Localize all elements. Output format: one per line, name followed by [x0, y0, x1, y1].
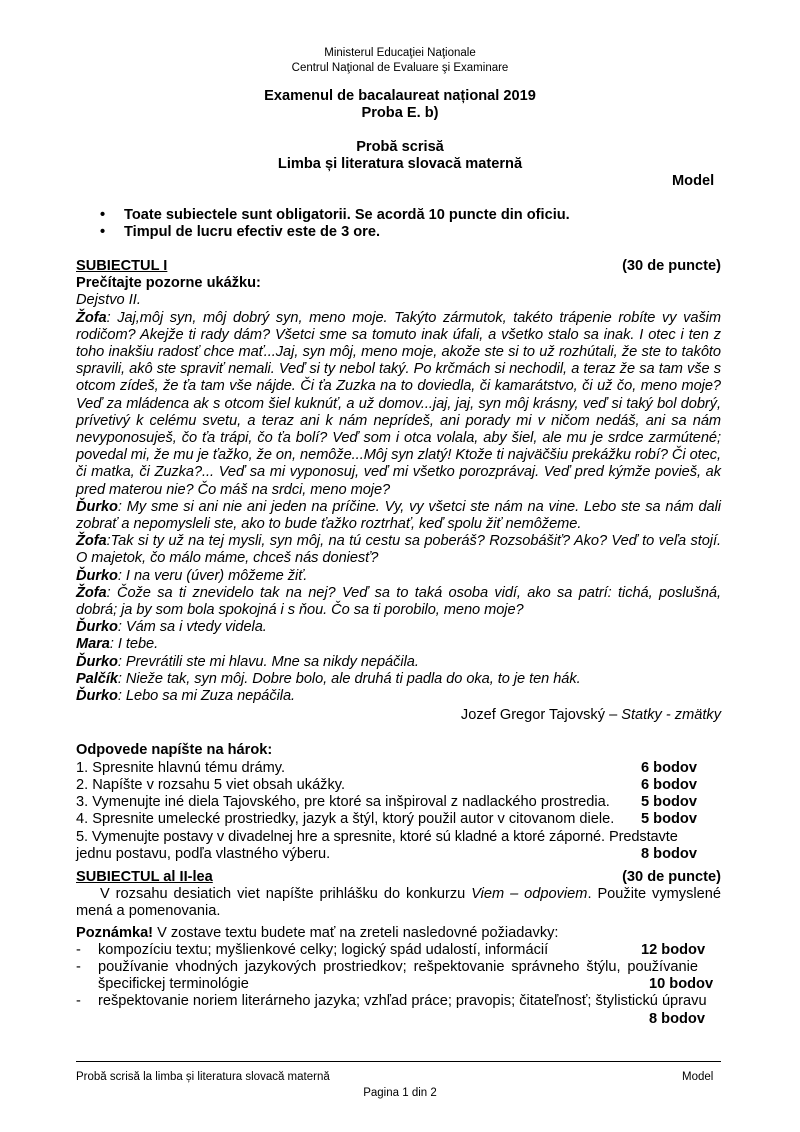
speaker-name: Ďurko [76, 653, 118, 670]
subject-2-points: (30 de puncte) [622, 869, 721, 885]
note-label: Poznámka! [76, 924, 154, 941]
dialogue-line [76, 688, 721, 705]
speaker-name: Palčík [76, 670, 118, 687]
rule-item: • Timpul de lucru efectiv este de 3 ore. [100, 224, 381, 241]
speaker-name: Žofa [76, 584, 107, 601]
subject-2-intro: V rozsahu desiatich viet napíšte prihlášku do konkurzu Viem – odpoviem. Použite vymyslené mená a pomenovania. [76, 886, 721, 920]
written-test: Probă scrisă [356, 139, 444, 155]
subject-2 [76, 869, 721, 1028]
reading-instruction: Prečítajte pozorne ukážku: [76, 275, 261, 292]
dialogue-line [76, 654, 721, 671]
drama-excerpt [76, 310, 721, 706]
task-item: 1. Spresnite hlavnú tému drámy. 6 bodov [76, 759, 697, 776]
dialogue-text: :Tak si ty už na tej mysli, syn môj, na tú cestu sa poberáš? Rozsobášiť? Ako? Veď to veľa stojí. O majetok, čo málo máme, chceš nás doniesť? [76, 533, 721, 567]
page-number: Pagina 1 din 2 [363, 1087, 437, 1099]
source-citation [76, 707, 721, 724]
bullet-icon: • [100, 224, 106, 241]
speaker-name: Mara [76, 636, 110, 653]
dialogue-line [76, 533, 721, 567]
dialogue-line [76, 499, 721, 533]
subject-1-header [76, 258, 721, 275]
criterion-item: - používanie vhodných jazykových prostriedkov; rešpektovanie správneho štýlu, používanie špecifickej terminológie 10 bodov [76, 959, 714, 993]
exam-proba: Proba E. b) [361, 105, 439, 121]
dialogue-text: : Čože sa ti znevidelo tak na nej? Veď sa to taká osoba vidí, ako sa patrí: tichá, poslušná, dobrá; ja by som bola spokojná i s ňou. Čo sa ti porobilo, meno moje? [76, 584, 721, 619]
subject-2-header [76, 869, 721, 886]
criterion-points: 8 bodov [649, 1010, 705, 1027]
author-name: Jozef Gregor Tajovský – [460, 707, 622, 724]
task-item: 4. Spresnite umelecké prostriedky, jazyk a štýl, ktorý použil autor v citovanom diele. 5 bodov [76, 811, 697, 828]
act-label: Dejstvo II. [76, 292, 141, 309]
answers-title: Odpovede napíšte na hárok: [76, 742, 273, 759]
criterion-item: - rešpektovanie noriem literárneho jazyka; vzhľad práce; pravopis; čitateľnosť; štylistickú úpravu [76, 993, 707, 1010]
footer-right: Model [682, 1071, 714, 1083]
dialogue-text: : Jaj,môj syn, môj dobrý syn, meno moje. Takýto zármutok, takéto trápenie robíte vy vašim rodičom? Akejže ti rady dám? Všetci sme sa tomuto inak úfali, a všetko stalo sa inak. I otec i ten z toho inakšiu radosť chce mať...Jaj, syn môj, meno moje, akože ste si to už rozhútali, že ste to takôto spravili, akô ste spraviť nemali. Veď si ty nebol taký. Po krčmách si nechodil, a teraz že sa tam vše s otcom zídeš, že ťa tam vše nájde. Či ťa Zuzka na to doviedla, či kamarátstvo, či už čo, meno moje? Veď za mládenca ak s otcom šiel kuknúť, a už domov...jaj, jaj, syn môj krásny, veď si taký bol dobrý, prívetivý k celému svetu, a teraz ani k nám neprídeš, ani porady mi v ničom nedáš, ani sa nám nevyponosuješ, čo ťa trápi, čo ťa bolí? Veď som i otca volala, aby šiel, ale mu je srdce zarmútené; povedal mi, že mu je ťažko, že on, nemôže...Môj syn zlatý! Ktože ti najväčšiu prekážku robí? Či otec, či matka, či Zuzka?... Veď sa mi vyponosuj, veď mi všetko porozprávaj. Veď pred kýmže povieš, ak pred materou nie? Čo máš na srdci, meno moje? [76, 309, 721, 498]
dialogue-text: : Nieže tak, syn môj. Dobre bolo, ale druhá ti padla do oka, to je ten hák. [117, 670, 581, 687]
task-item: 2. Napíšte v rozsahu 5 viet obsah ukážky. 6 bodov [76, 776, 697, 793]
speaker-name: Žofa [76, 309, 107, 326]
dialogue-line [76, 585, 721, 619]
task-item: 5. Vymenujte postavy v divadelnej hre a spresnite, ktoré sú kladné a ktoré záporné. Predstavte [76, 828, 678, 845]
subject-1-title: SUBIECTUL I [76, 258, 168, 274]
criterion-item: - kompozíciu textu; myšlienkové celky; logický spád udalostí, informácií 12 bodov [76, 941, 706, 958]
dialogue-line [76, 310, 721, 499]
evaluation-center: Centrul Naţional de Evaluare şi Examinare [291, 62, 509, 74]
bullet-icon: • [100, 207, 106, 223]
note: Poznámka! V zostave textu budete mať na zreteli nasledovné požiadavky: [76, 924, 559, 941]
task-item-cont: jednu postavu, podľa vlastného výberu. 8 bodov [76, 845, 697, 862]
ministry-name: Ministerul Educaţiei Naţionale [324, 47, 476, 59]
footer-left: Probă scrisă la limba și literatura slovacă maternă [76, 1071, 330, 1083]
dialogue-line [76, 671, 721, 688]
dialogue-text: : My sme si ani nie ani jeden na príčine. Vy, vy všetci ste nám na vine. Lebo ste sa nám dali zobrať a nepomysleli ste, ako to bude ťažko roztrhať, keď spolu žiť nemôžeme. [76, 498, 721, 533]
rule-item: • Toate subiectele sunt obligatorii. Se acordă 10 puncte din oficiu. [100, 207, 570, 223]
task-list [76, 760, 721, 863]
dialogue-line [76, 619, 721, 636]
speaker-name: Žofa [76, 533, 107, 550]
task-item: 3. Vymenujte iné diela Tajovského, pre ktoré sa inšpiroval z nadlackého prostredia. 5 bodov [76, 794, 697, 811]
subject-1-points: (30 de puncte) [622, 258, 721, 274]
dialogue-text: : I tebe. [109, 636, 159, 653]
rules-list [100, 207, 720, 241]
footer-divider [76, 1061, 721, 1062]
dialogue-line [76, 568, 721, 585]
dialogue-text: : Lebo sa mi Zuza nepáčila. [117, 688, 296, 705]
dialogue-line [76, 636, 721, 653]
speaker-name: Ďurko [76, 567, 118, 584]
exam-subject: Limba și literatura slovacă maternă [277, 156, 523, 172]
dialogue-text: : I na veru (úver) môžeme žiť. [117, 567, 308, 584]
speaker-name: Ďurko [76, 688, 118, 705]
work-title: Statky - zmätky [621, 707, 721, 724]
dialogue-text: : Vám sa i vtedy videla. [117, 619, 267, 636]
criteria-list [76, 942, 721, 1028]
speaker-name: Ďurko [76, 498, 118, 515]
speaker-name: Ďurko [76, 619, 118, 636]
dialogue-text: : Prevrátili ste mi hlavu. Mne sa nikdy nepáčila. [117, 653, 419, 670]
exam-title: Examenul de bacalaureat național 2019 [264, 88, 536, 104]
subject-2-title: SUBIECTUL al II-lea [76, 869, 213, 885]
subject-1 [76, 258, 721, 863]
model-label: Model [672, 173, 715, 189]
